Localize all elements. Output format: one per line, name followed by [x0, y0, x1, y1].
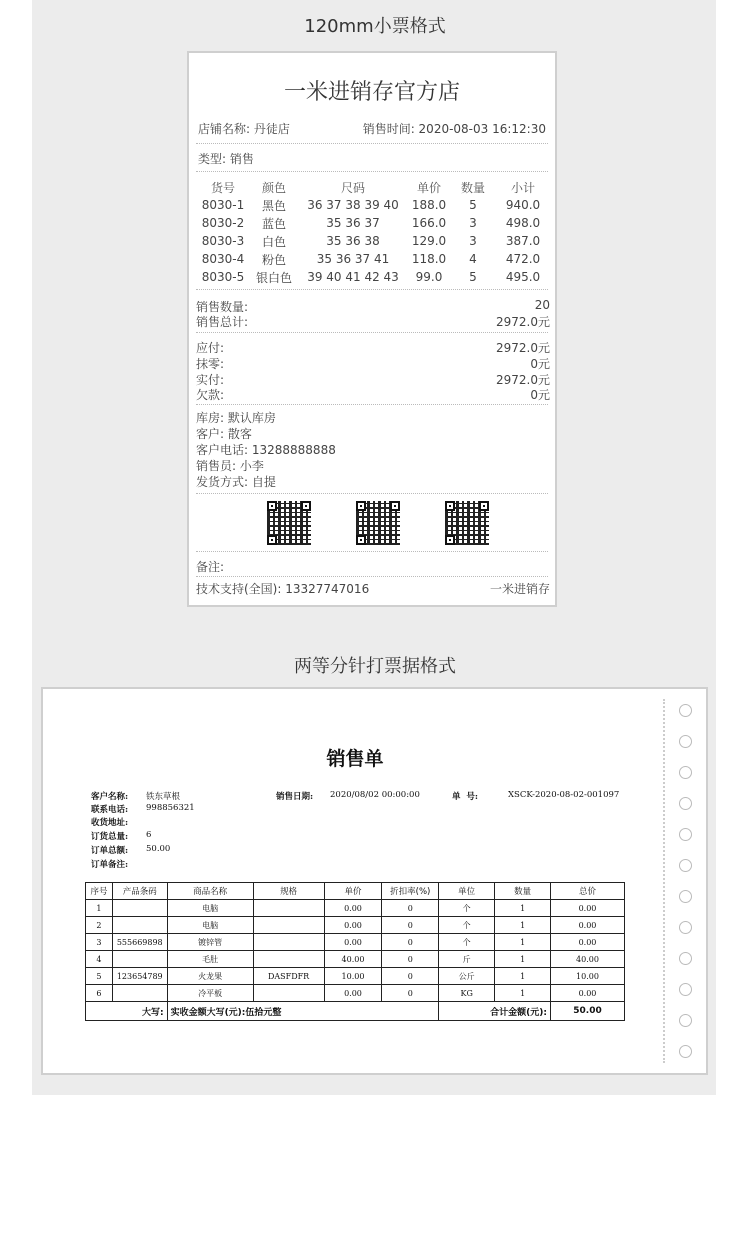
cell-barcode: 555669898: [112, 934, 167, 951]
order-amount-value: 50.00: [146, 844, 171, 854]
col-header: 数量: [495, 883, 551, 900]
cell-qty: 1: [495, 985, 551, 1002]
cell-spec: [253, 917, 324, 934]
order-qty-label: 订货总量:: [91, 832, 129, 842]
cell-product: 毛肚: [167, 951, 253, 968]
table-row: [86, 985, 625, 1002]
cell-unit: 公斤: [439, 968, 495, 985]
order-remark-label: 订单备注:: [91, 860, 129, 870]
col-header: 产品条码: [112, 883, 167, 900]
item-sizes: 35 36 38: [326, 234, 380, 248]
tractor-hole-icon: [679, 1045, 692, 1058]
cell-barcode: [112, 985, 167, 1002]
cell-qty: 1: [495, 900, 551, 917]
salesperson: 销售员: 小李: [196, 459, 264, 473]
col-header: 尺码: [340, 180, 365, 195]
customer-name-value: 铁东草根: [146, 792, 181, 802]
item-row: [197, 232, 551, 250]
item-price: 99.0: [415, 270, 443, 284]
cell-price: 10.00: [324, 968, 382, 985]
item-subtotal: 940.0: [505, 198, 541, 212]
customer: 客户: 散客: [196, 427, 252, 441]
item-subtotal: 498.0: [505, 216, 541, 230]
form-title: 销售单: [326, 748, 384, 770]
cell-total: 0.00: [550, 934, 624, 951]
sale-date-value: 2020/08/02 00:00:00: [330, 790, 420, 800]
item-subtotal: 387.0: [505, 234, 541, 248]
col-header: 商品名称: [167, 883, 253, 900]
col-header: 颜色: [261, 180, 286, 195]
divider: [196, 143, 548, 144]
payable-label: 应付:: [196, 341, 225, 355]
tractor-hole-icon: [679, 859, 692, 872]
sale-date-label: 销售日期:: [276, 792, 314, 802]
cell-unit: 个: [439, 900, 495, 917]
cell-total: 0.00: [550, 917, 624, 934]
table-row: [86, 900, 625, 917]
item-row: [197, 214, 551, 232]
item-qty: 3: [469, 234, 477, 248]
cell-total: 0.00: [550, 985, 624, 1002]
dot-matrix-form: [41, 687, 708, 1075]
col-header: 小计: [510, 180, 535, 195]
cell-index: 5: [86, 968, 113, 985]
item-price: 118.0: [411, 252, 447, 266]
owed-value: 0元: [530, 388, 550, 402]
qr-code-icon: [445, 501, 489, 545]
cell-price: 0.00: [324, 934, 382, 951]
col-header: 总价: [550, 883, 624, 900]
item-price: 188.0: [411, 198, 447, 212]
sales-qty-label: 销售数量:: [196, 300, 249, 314]
item-sizes: 35 36 37: [326, 216, 380, 230]
item-sku: 8030-1: [201, 198, 245, 212]
tractor-hole-icon: [679, 735, 692, 748]
table-row: [86, 917, 625, 934]
rounding-label: 抹零:: [196, 357, 225, 371]
phone-value: 998856321: [146, 803, 195, 813]
divider: [196, 289, 548, 290]
col-header: 序号: [86, 883, 113, 900]
cell-unit: 斤: [439, 951, 495, 968]
cell-discount: 0: [382, 985, 439, 1002]
tractor-hole-icon: [679, 921, 692, 934]
tractor-hole-icon: [679, 766, 692, 779]
item-sku: 8030-3: [201, 234, 245, 248]
table-row: [86, 968, 625, 985]
divider: [196, 171, 548, 172]
cell-product: 镀锌管: [167, 934, 253, 951]
cell-price: 0.00: [324, 917, 382, 934]
divider: [196, 332, 548, 333]
item-qty: 3: [469, 216, 477, 230]
col-header: 数量: [460, 180, 485, 195]
section-title-form: 两等分针打票据格式: [294, 656, 456, 677]
item-subtotal: 495.0: [505, 270, 541, 284]
item-sizes: 39 40 41 42 43: [307, 270, 399, 284]
table-row: [86, 951, 625, 968]
cell-discount: 0: [382, 968, 439, 985]
cell-index: 2: [86, 917, 113, 934]
owed-label: 欠款:: [196, 388, 225, 402]
total-row: [86, 1002, 625, 1021]
table-row: [86, 934, 625, 951]
cell-discount: 0: [382, 900, 439, 917]
cell-spec: [253, 951, 324, 968]
tractor-hole-icon: [679, 704, 692, 717]
cell-discount: 0: [382, 951, 439, 968]
item-color: 白色: [261, 234, 286, 249]
tractor-hole-icon: [679, 1014, 692, 1027]
customer-phone: 客户电话: 13288888888: [196, 443, 336, 457]
cell-qty: 1: [495, 951, 551, 968]
cell-product: 电脑: [167, 917, 253, 934]
cell-qty: 1: [495, 934, 551, 951]
section-title-receipt: 120mm小票格式: [304, 16, 446, 37]
order-no-label: 单 号:: [452, 792, 479, 802]
cell-price: 0.00: [324, 985, 382, 1002]
item-qty: 4: [469, 252, 477, 266]
items-header-row: [197, 178, 551, 196]
item-price: 129.0: [411, 234, 447, 248]
item-subtotal: 472.0: [505, 252, 541, 266]
cell-index: 1: [86, 900, 113, 917]
order-qty-value: 6: [146, 830, 152, 840]
paid-label: 实付:: [196, 373, 225, 387]
item-sku: 8030-2: [201, 216, 245, 230]
tractor-hole-icon: [679, 952, 692, 965]
col-header: 单价: [324, 883, 382, 900]
cell-barcode: [112, 900, 167, 917]
shipping-method: 发货方式: 自提: [196, 475, 276, 489]
col-header: 单位: [439, 883, 495, 900]
item-qty: 5: [469, 270, 477, 284]
rounding-value: 0元: [530, 357, 550, 371]
cell-spec: [253, 934, 324, 951]
type-label: 类型: 销售: [198, 152, 254, 166]
item-color: 黑色: [261, 198, 286, 213]
item-sku: 8030-4: [201, 252, 245, 266]
divider: [196, 551, 548, 552]
divider: [196, 493, 548, 494]
brand-name: 一米进销存: [489, 582, 550, 596]
customer-name-label: 客户名称:: [91, 792, 129, 802]
divider: [196, 404, 548, 405]
item-sku: 8030-5: [201, 270, 245, 284]
item-row: [197, 268, 551, 286]
item-qty: 5: [469, 198, 477, 212]
cell-barcode: 123654789: [112, 968, 167, 985]
tractor-hole-icon: [679, 983, 692, 996]
remark-label: 备注:: [196, 560, 225, 574]
warehouse: 库房: 默认库房: [196, 411, 276, 425]
payable-value: 2972.0元: [496, 341, 550, 355]
cell-barcode: [112, 917, 167, 934]
item-sizes: 36 37 38 39 40: [307, 198, 399, 212]
cell-index: 3: [86, 934, 113, 951]
tech-support: 技术支持(全国): 13327747016: [196, 582, 370, 596]
total-amount-label: 合计金额(元):: [439, 1002, 551, 1021]
cell-spec: [253, 985, 324, 1002]
items-table: [197, 178, 551, 286]
col-header: 单价: [416, 180, 441, 195]
daxie-label: 大写:: [86, 1002, 168, 1021]
cell-qty: 1: [495, 968, 551, 985]
shop-name: 店铺名称: 丹徒店: [198, 122, 290, 136]
item-row: [197, 250, 551, 268]
cell-total: 40.00: [550, 951, 624, 968]
cell-qty: 1: [495, 917, 551, 934]
perforation-line: [663, 699, 665, 1063]
tractor-hole-icon: [679, 828, 692, 841]
sales-header-row: [86, 883, 625, 900]
cell-price: 0.00: [324, 900, 382, 917]
cell-unit: KG: [439, 985, 495, 1002]
total-amount-value: 50.00: [550, 1002, 624, 1021]
col-header: 折扣率(%): [382, 883, 439, 900]
item-color: 粉色: [261, 252, 286, 267]
store-name: 一米进销存官方店: [283, 80, 460, 105]
qr-code-icon: [356, 501, 400, 545]
cell-discount: 0: [382, 917, 439, 934]
sales-total-value: 2972.0元: [496, 315, 550, 329]
cell-unit: 个: [439, 934, 495, 951]
cell-total: 0.00: [550, 900, 624, 917]
cell-barcode: [112, 951, 167, 968]
tractor-hole-icon: [679, 797, 692, 810]
receipt: [187, 51, 557, 607]
cell-spec: [253, 900, 324, 917]
item-sizes: 35 36 37 41: [316, 252, 390, 266]
col-header: 规格: [253, 883, 324, 900]
address-label: 收货地址:: [91, 818, 129, 828]
qr-code-icon: [267, 501, 311, 545]
sales-table: [85, 882, 625, 1021]
sales-total-label: 销售总计:: [196, 315, 249, 329]
order-no-value: XSCK-2020-08-02-001097: [508, 790, 620, 800]
order-amount-label: 订单总额:: [91, 846, 129, 856]
phone-label: 联系电话:: [91, 805, 129, 815]
sale-time: 销售时间: 2020-08-03 16:12:30: [362, 122, 546, 136]
item-color: 银白色: [255, 270, 292, 285]
cell-spec: DASFDFR: [253, 968, 324, 985]
cell-product: 火龙果: [167, 968, 253, 985]
cell-price: 40.00: [324, 951, 382, 968]
tractor-hole-icon: [679, 890, 692, 903]
cell-discount: 0: [382, 934, 439, 951]
daxie-value: 实收金额大写(元):伍拾元整: [167, 1002, 438, 1021]
cell-index: 4: [86, 951, 113, 968]
divider: [196, 576, 548, 577]
cell-total: 10.00: [550, 968, 624, 985]
sales-qty-value: 20: [534, 298, 550, 312]
item-row: [197, 196, 551, 214]
item-price: 166.0: [411, 216, 447, 230]
paid-value: 2972.0元: [496, 373, 550, 387]
col-header: 货号: [210, 180, 235, 195]
cell-index: 6: [86, 985, 113, 1002]
cell-unit: 个: [439, 917, 495, 934]
cell-product: 电脑: [167, 900, 253, 917]
item-color: 蓝色: [261, 216, 286, 231]
cell-product: 冷平板: [167, 985, 253, 1002]
